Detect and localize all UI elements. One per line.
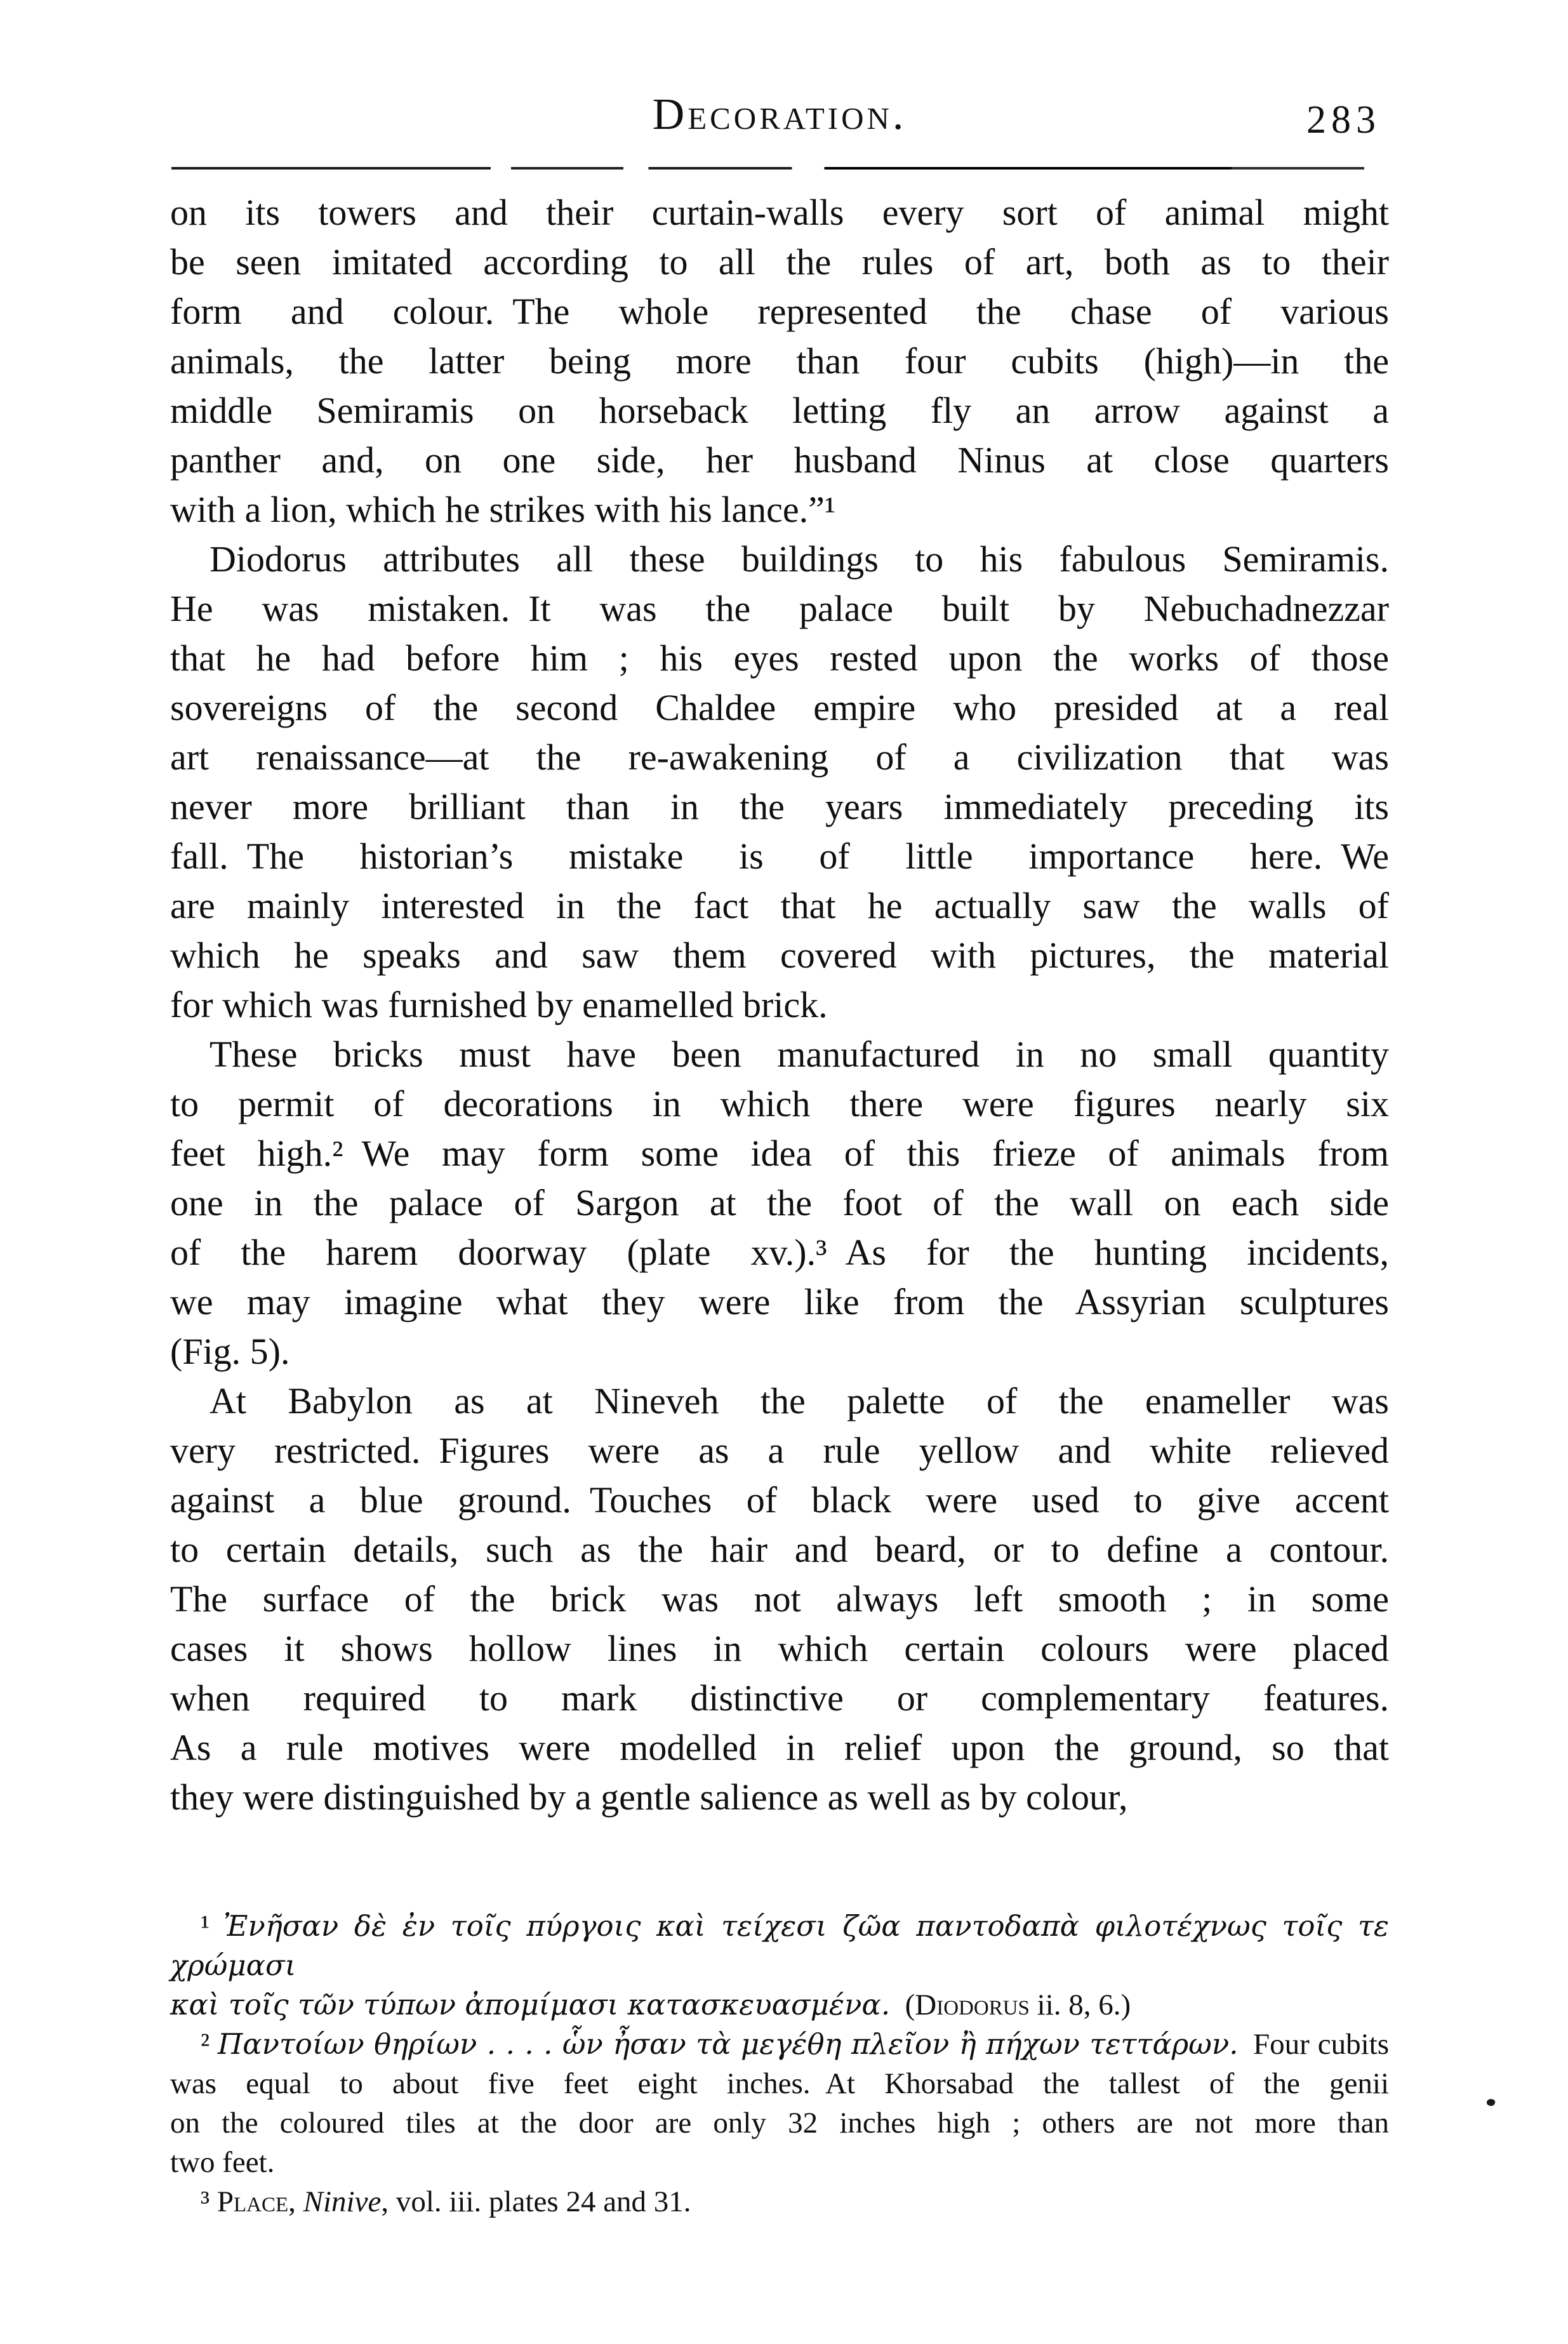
footnote-line <box>170 2182 1389 2221</box>
footnote-text: ii. 8, 6.) <box>1029 1988 1131 2021</box>
body-line: animals, the latter being more than four cubits (high)—in the <box>170 340 1389 382</box>
body-line: The surface of the brick was not always left smooth ; in some <box>170 1578 1389 1620</box>
body-line: when required to mark distinctive or complementary features. <box>170 1677 1389 1719</box>
footnote-text: ¹ <box>201 1910 224 1943</box>
footnote-text: two feet. <box>170 2146 275 2179</box>
italic-text: Ninive <box>303 2185 382 2218</box>
body-line: feet high.² We may form some idea of this frieze of animals from <box>170 1133 1389 1174</box>
greek-text: Ἐνῆσαν δὲ ἐν τοῖς πύργοις καὶ τείχεσι ζῶα παντοδαπὰ φιλοτέχνως τοῖς τε χρώμασι <box>170 1909 1389 1982</box>
body-line: cases it shows hollow lines in which certain colours were placed <box>170 1628 1389 1669</box>
body-line: are mainly interested in the fact that he actually saw the walls of <box>170 885 1389 926</box>
body-line: never more brilliant than in the years immediately preceding its <box>170 786 1389 827</box>
body-line: At Babylon as at Nineveh the palette of the enameller was <box>209 1380 1389 1422</box>
footnotes <box>170 1907 1389 2221</box>
body-line: These bricks must have been manufactured in no small quantity <box>209 1034 1389 1075</box>
smallcaps-text: Diodorus <box>915 1988 1030 2021</box>
ink-speck <box>1486 2098 1496 2107</box>
body-text <box>170 188 1389 1822</box>
footnote-line <box>170 2103 1389 2143</box>
smallcaps-text: Place <box>216 2185 289 2218</box>
body-line: (Fig. 5). <box>170 1331 290 1372</box>
body-line: be seen imitated according to all the rules of art, both as to their <box>170 241 1389 283</box>
body-line: that he had before him ; his eyes rested upon the works of those <box>170 637 1389 679</box>
footnote-line <box>170 1985 1389 2025</box>
running-title: Decoration. <box>652 90 907 139</box>
footnote-text: ² <box>201 2028 218 2061</box>
body-line: very restricted. Figures were as a rule yellow and white relieved <box>170 1430 1389 1471</box>
footnote-text: ³ <box>201 2185 217 2218</box>
body-line: He was mistaken. It was the palace built by Nebuchadnezzar <box>170 588 1389 629</box>
footnote-line <box>170 2143 1389 2182</box>
body-line: panther and, on one side, her husband Ninus at close quarters <box>170 439 1389 481</box>
body-line: middle Semiramis on horseback letting fly an arrow against a <box>170 390 1389 431</box>
body-line: form and colour. The whole represented the chase of various <box>170 291 1389 332</box>
body-line: Diodorus attributes all these buildings to his fabulous Semiramis. <box>209 538 1389 580</box>
body-line: fall. The historian’s mistake is of little importance here. We <box>170 836 1389 877</box>
body-line: with a lion, which he strikes with his lance.”¹ <box>170 489 836 530</box>
body-line: As a rule motives were modelled in relief upon the ground, so that <box>170 1727 1389 1768</box>
body-line: against a blue ground. Touches of black were used to give accent <box>170 1479 1389 1521</box>
page-number: 283 <box>1306 98 1381 142</box>
footnote-line <box>170 2025 1389 2064</box>
footnote-line <box>170 1907 1389 1985</box>
body-line: art renaissance—at the re-awakening of a civilization that was <box>170 736 1389 778</box>
body-line: which he speaks and saw them covered with pictures, the material <box>170 935 1389 976</box>
body-line: sovereigns of the second Chaldee empire who presided at a real <box>170 687 1389 728</box>
header-rule <box>171 167 1376 170</box>
footnote-text: Four cubits <box>1238 2028 1389 2061</box>
greek-text: καὶ τοῖς τῶν τύπων ἀπομίμασι κατασκευασμένα. <box>170 1988 891 2021</box>
body-line: of the harem doorway (plate xv.).³ As for the hunting incidents, <box>170 1232 1389 1273</box>
greek-text: Παντοίων θηρίων . . . . ὧν ἦσαν τὰ μεγέθη πλεῖον ἢ πήχων τεττάρων. <box>218 2027 1239 2061</box>
footnote-line <box>170 2064 1389 2103</box>
body-line: on its towers and their curtain-walls every sort of animal might <box>170 192 1389 233</box>
footnote-text: , vol. iii. plates 24 and 31. <box>381 2185 691 2218</box>
footnote-text: ( <box>890 1988 915 2021</box>
body-line: to permit of decorations in which there were figures nearly six <box>170 1083 1389 1124</box>
footnote-text: , <box>288 2185 303 2218</box>
footnote-text: was equal to about five feet eight inches. At Khorsabad the tallest of the genii <box>170 2067 1389 2100</box>
body-line: they were distinguished by a gentle salience as well as by colour, <box>170 1776 1128 1818</box>
body-line: to certain details, such as the hair and beard, or to define a contour. <box>170 1529 1389 1570</box>
footnote-text: on the coloured tiles at the door are only 32 inches high ; others are not more than <box>170 2107 1389 2140</box>
body-line: we may imagine what they were like from the Assyrian sculptures <box>170 1281 1389 1322</box>
body-line: one in the palace of Sargon at the foot of the wall on each side <box>170 1182 1389 1223</box>
body-line: for which was furnished by enamelled brick. <box>170 984 828 1025</box>
